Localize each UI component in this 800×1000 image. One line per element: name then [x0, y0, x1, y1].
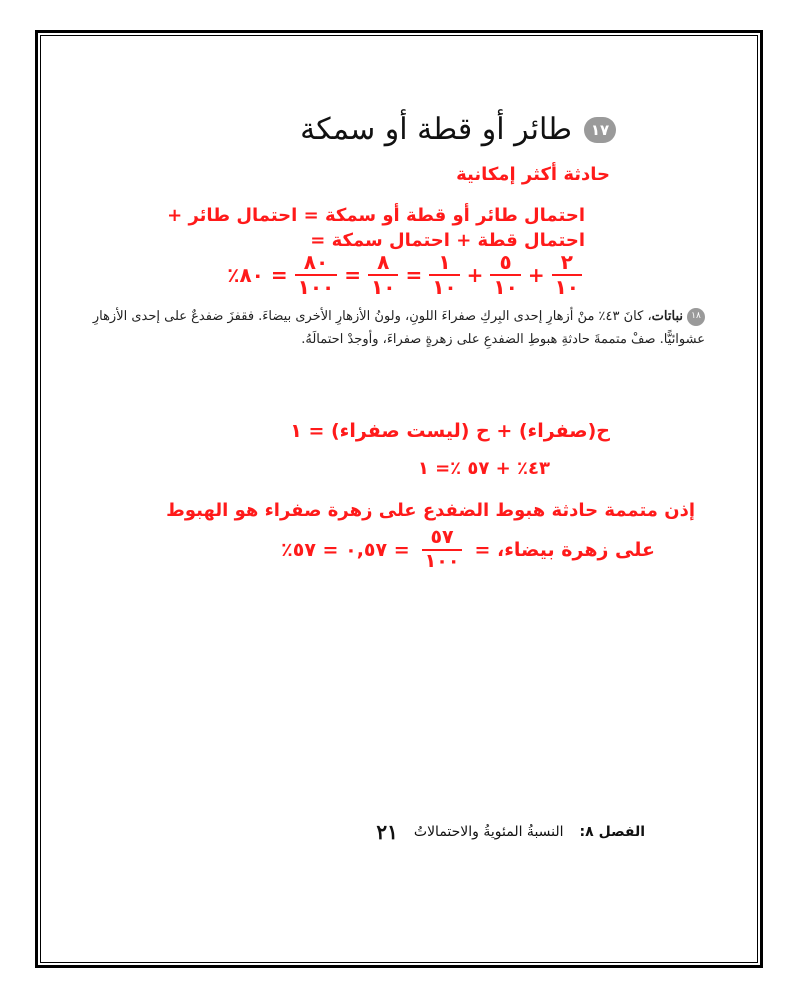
complement-equation: ح(صفراء) + ح (ليست صفراء) = ١: [290, 420, 610, 442]
formula-result: ٨٠٪: [227, 263, 264, 287]
page-number: ٢١: [376, 820, 398, 844]
plus-sign: +: [527, 263, 545, 287]
answer-line-2: احتمال قطة + احتمال سمكة =: [310, 230, 585, 251]
equals-sign: =: [405, 263, 423, 287]
equals-sign: =: [344, 263, 362, 287]
question-17-heading: [300, 112, 616, 147]
probability-formula: [227, 252, 582, 298]
answer-line-1: احتمال طائر أو قطة أو سمكة = احتمال طائر +: [167, 205, 585, 226]
conclusion-line-1: إذن متممة حادثة هبوط الضفدع على زهرة صفراء هو الهبوط: [166, 500, 695, 521]
answer-type: حادثة أكثر إمكانية: [456, 164, 610, 185]
chapter-label: الفصل ٨:: [579, 824, 645, 840]
question-18-text: [85, 305, 705, 351]
complement-sum: ٤٣٪ + ٥٧ ٪= ١: [417, 458, 550, 479]
page-footer: [376, 820, 645, 844]
chapter-title: النسبةُ المئويةُ والاحتمالاتُ: [413, 824, 564, 840]
conclusion-result: = ٠,٥٧ = ٥٧٪: [281, 538, 410, 561]
equals-sign: =: [270, 263, 288, 287]
question-18-number: ١٨: [687, 308, 705, 326]
fraction-cat: $\frac{٥}{١٠}$: [490, 252, 520, 298]
fraction-bird: $\frac{٢}{١٠}$: [552, 252, 582, 298]
fraction-hundredths: $\frac{٨٠}{١٠٠}$: [295, 252, 338, 298]
conclusion-text: على زهرة بيضاء، =: [474, 538, 655, 561]
fraction-sum: $\frac{٨}{١٠}$: [368, 252, 398, 298]
fraction-white: $\frac{٥٧}{١٠٠}$: [422, 528, 463, 572]
conclusion-line-2: [281, 528, 655, 572]
plus-sign: +: [466, 263, 484, 287]
question-18-body: ، كانَ ٤٣٪ منْ أزهارِ إحدى البِركِ صفراءَ اللونِ، ولونُ الأزهارِ الأخرى بيضاءَ. فقفزَ ضفدعٌ على إحدى الأزهارِ عشوائيًّا. صفْ متممةَ حادثةِ هبوطِ الضفدعِ على زهرةٍ صفراءَ، وأوجدْ احتمالَهُ.: [92, 309, 705, 347]
question-17-title: طائر أو قطة أو سمكة: [300, 112, 572, 147]
fraction-fish: $\frac{١}{١٠}$: [429, 252, 459, 298]
question-18-keyword: نباتات: [651, 309, 683, 324]
question-17-number: ١٧: [584, 117, 616, 143]
